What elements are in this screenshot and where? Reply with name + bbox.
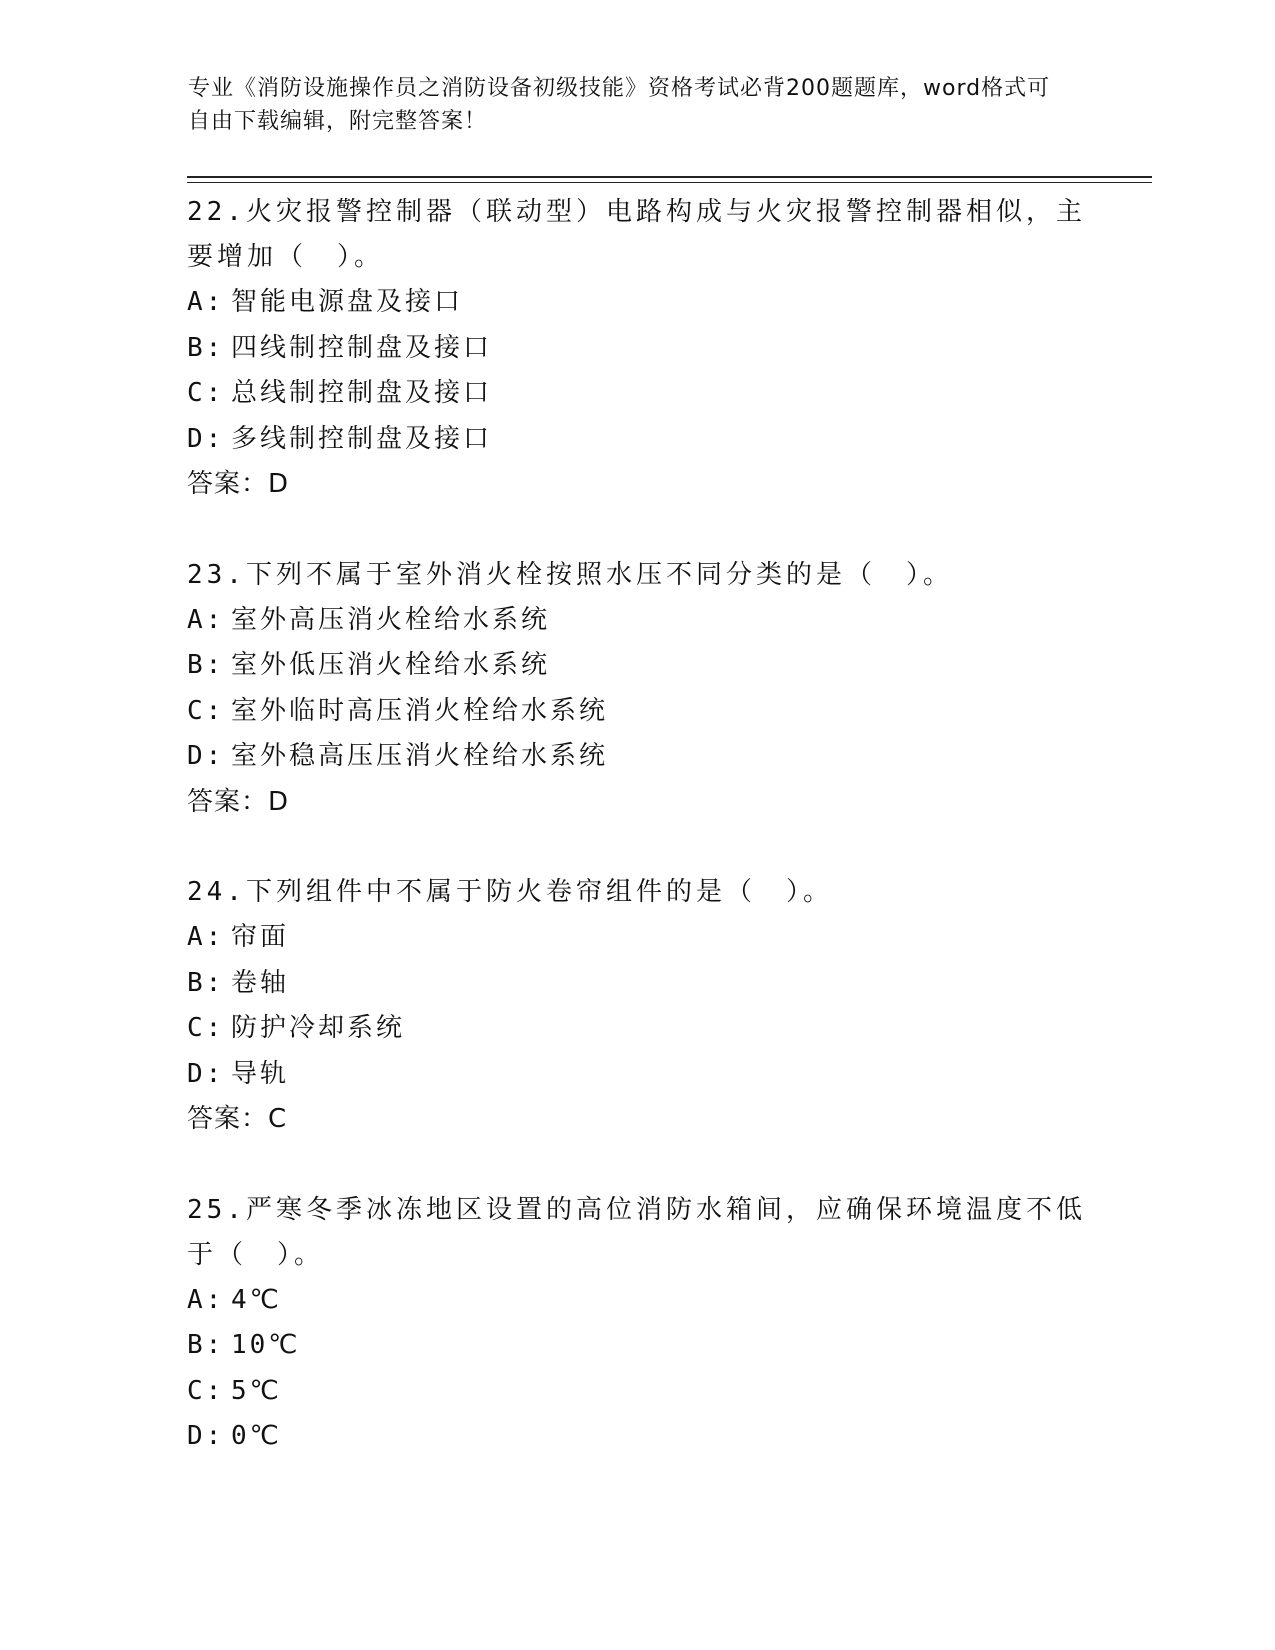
option-key: A: — [187, 1284, 225, 1315]
option-b — [187, 643, 1087, 689]
option-a — [187, 1278, 1087, 1324]
option-text: 4℃ — [231, 1284, 282, 1315]
answer-line: 答案：D — [187, 469, 290, 499]
question-stem: 24.下列组件中不属于防火卷帘组件的是（ ）。 — [187, 877, 833, 907]
option-a — [187, 280, 1087, 326]
option-key: C: — [187, 1013, 225, 1043]
option-c — [187, 1006, 1087, 1052]
question-stem: 25.严寒冬季冰冻地区设置的高位消防水箱间，应确保环境温度不低于（ ）。 — [187, 1194, 1086, 1270]
option-key: C: — [187, 695, 225, 726]
header-divider-thin — [187, 182, 1152, 183]
question-24 — [187, 870, 1087, 1143]
option-a — [187, 915, 1087, 961]
document-header: 专业《消防设施操作员之消防设备初级技能》资格考试必背200题题库，word格式可自由下载编辑，附完整答案！ — [188, 76, 1051, 134]
question-stem: 22.火灾报警控制器（联动型）电路构成与火灾报警控制器相似，主要增加（ ）。 — [187, 197, 1086, 272]
option-text: 室外稳高压压消火栓给水系统 — [231, 741, 609, 771]
option-key: A: — [187, 287, 225, 317]
question-list — [187, 190, 1087, 1460]
option-key: D: — [187, 423, 225, 454]
option-b — [187, 961, 1087, 1007]
option-key: D: — [187, 1421, 225, 1451]
option-c — [187, 1369, 1087, 1415]
option-text: 室外低压消火栓给水系统 — [231, 650, 551, 680]
option-key: B: — [187, 332, 225, 363]
option-key: A: — [187, 604, 225, 635]
option-text: 多线制控制盘及接口 — [231, 423, 493, 454]
question-22 — [187, 190, 1087, 508]
option-key: D: — [187, 1058, 225, 1089]
option-key: C: — [187, 1375, 225, 1406]
option-c — [187, 371, 1087, 417]
option-text: 10℃ — [231, 1330, 301, 1360]
option-text: 5℃ — [231, 1375, 282, 1406]
option-c — [187, 689, 1087, 735]
option-key: B: — [187, 1330, 225, 1360]
option-b — [187, 1323, 1087, 1369]
option-key: D: — [187, 741, 225, 771]
option-text: 卷轴 — [231, 967, 290, 998]
option-key: C: — [187, 378, 225, 408]
option-b — [187, 326, 1087, 372]
question-stem: 23.下列不属于室外消火栓按照水压不同分类的是（ ）。 — [187, 559, 953, 590]
option-text: 室外临时高压消火栓给水系统 — [231, 695, 609, 726]
option-text: 防护冷却系统 — [231, 1013, 406, 1043]
option-text: 0℃ — [231, 1421, 282, 1451]
question-23 — [187, 553, 1087, 826]
option-d — [187, 1414, 1087, 1460]
option-key: B: — [187, 650, 225, 680]
option-text: 总线制控制盘及接口 — [231, 378, 493, 408]
option-text: 导轨 — [231, 1058, 290, 1089]
option-text: 智能电源盘及接口 — [231, 287, 464, 317]
answer-line: 答案：C — [187, 1104, 288, 1134]
option-d — [187, 734, 1087, 780]
option-text: 帘面 — [231, 922, 290, 952]
option-key: A: — [187, 922, 225, 952]
option-d — [187, 1052, 1087, 1098]
option-key: B: — [187, 967, 225, 998]
question-25 — [187, 1188, 1087, 1460]
option-d — [187, 417, 1087, 463]
option-text: 室外高压消火栓给水系统 — [231, 604, 551, 635]
option-a — [187, 598, 1087, 644]
option-text: 四线制控制盘及接口 — [231, 332, 493, 363]
answer-line: 答案：D — [187, 786, 290, 817]
header-divider-thick — [187, 176, 1152, 178]
